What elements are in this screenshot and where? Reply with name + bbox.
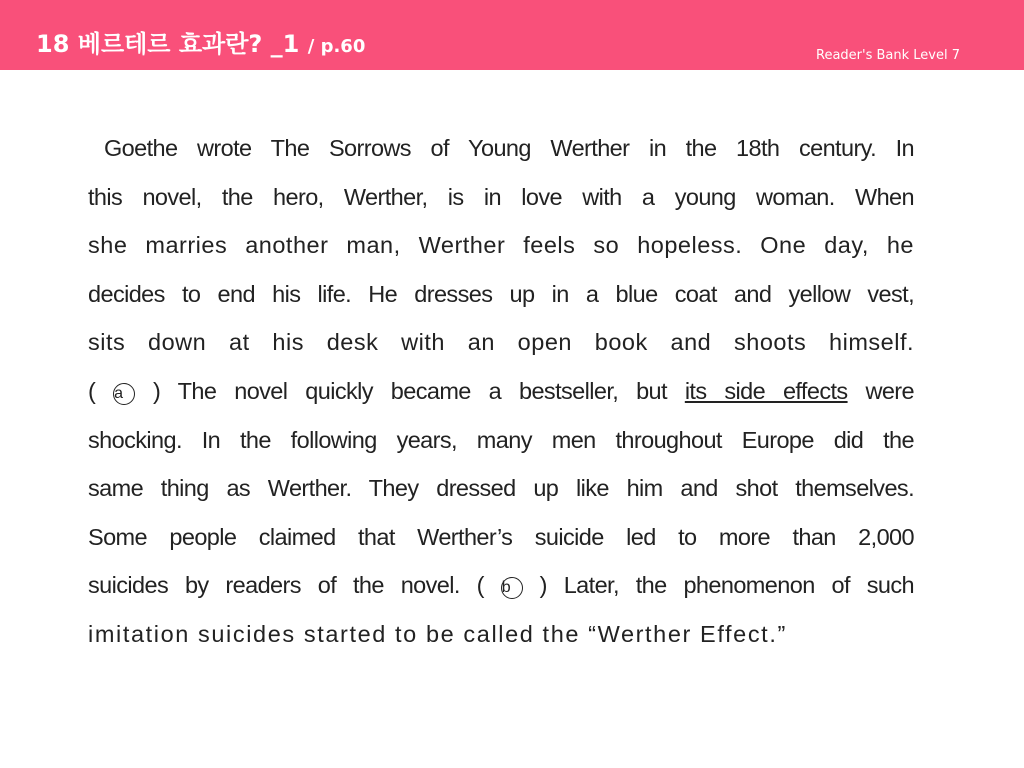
passage-text: ) Later, the phenomenon of such — [539, 572, 914, 599]
paren-open: ( — [88, 377, 96, 404]
passage-line: Goethe wrote The Sorrows of Young Werther in the 18th century. In — [104, 135, 914, 161]
passage-line: decides to end his life. He dresses up in a blue coat and yellow vest, — [88, 280, 914, 307]
blank-marker-a: a — [113, 383, 135, 405]
passage-line — [88, 561, 914, 610]
passage-line: shocking. In the following years, many men throughout Europe did the — [88, 426, 914, 453]
passage-line: this novel, the hero, Werther, is in love with a young woman. When — [88, 183, 914, 210]
title-page-ref: / p.60 — [307, 36, 366, 57]
passage-text: suicides by readers of the novel. ( — [88, 572, 484, 599]
passage-line: same thing as Werther. They dressed up like him and shot themselves. — [88, 475, 914, 502]
blank-marker-b: b — [501, 577, 523, 599]
series-label: Reader's Bank Level 7 — [816, 48, 960, 63]
reading-passage — [88, 124, 914, 659]
passage-text: were — [865, 377, 914, 404]
passage-line: sits down at his desk with an open book and shoots himself. — [88, 329, 914, 356]
passage-text: ) The novel quickly became a bestseller, but — [152, 377, 667, 404]
page-title — [36, 28, 365, 63]
title-main: 18 베르테르 효과란? _1 — [36, 30, 300, 58]
header-bar — [0, 0, 1024, 70]
passage-line: imitation suicides started to be called the “Werther Effect.” — [88, 620, 787, 647]
passage-line: Some people claimed that Werther’s suicide led to more than 2,000 — [88, 523, 914, 550]
passage-line — [88, 367, 914, 416]
passage-line: she marries another man, Werther feels so hopeless. One day, he — [88, 232, 914, 259]
underlined-phrase: its side effects — [684, 377, 848, 404]
